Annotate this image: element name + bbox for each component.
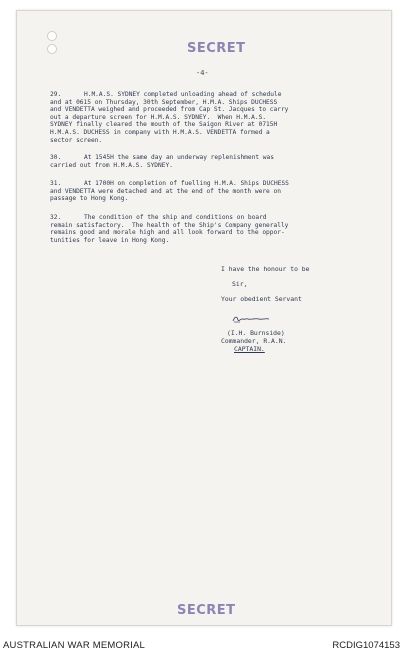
- paragraph-29-number: 29.: [50, 91, 62, 98]
- paragraph-32-line-2: remain satisfactory. The health of the Ship's Company generally: [50, 221, 289, 229]
- closing-sir: Sir,: [232, 280, 248, 288]
- paragraph-29: [50, 91, 350, 144]
- paragraph-29-line-5: SYDNEY finally cleared the mouth of the Saigon River at 0715H: [50, 121, 278, 129]
- archive-footer: [0, 636, 404, 653]
- paragraph-29-line-4: out a departure screen for H.M.A.S. SYDNEY. When H.M.A.S.: [50, 113, 267, 121]
- paragraph-32-line-1: 32. The condition of the ship and conditions on board: [50, 214, 267, 221]
- page-number: -4-: [196, 69, 209, 77]
- signatory-name: (I.H. Burnside): [227, 329, 285, 337]
- paragraph-30-number: 30.: [50, 154, 62, 161]
- paragraph-31-number: 31.: [50, 180, 62, 187]
- punch-hole-bottom: [47, 44, 57, 54]
- paragraph-32-line-3: remains good and morale high and all look forward to the oppor-: [50, 229, 285, 237]
- signatory-rank: Commander, R.A.N.: [221, 337, 287, 345]
- paragraph-31-line-3: passage to Hong Kong.: [50, 195, 129, 203]
- closing-servant: Your obedient Servant: [221, 295, 302, 303]
- signatory-title: CAPTAIN.: [234, 345, 265, 353]
- archive-source: AUSTRALIAN WAR MEMORIAL: [3, 640, 146, 651]
- paragraph-30-line-2: carried out from H.M.A.S. SYDNEY.: [50, 161, 173, 169]
- closing-honour: I have the honour to be: [221, 265, 310, 273]
- secret-stamp-bottom: SECRET: [177, 603, 236, 618]
- paragraph-29-line-2: and at 0615 on Thursday, 30th September, H.M.A. Ships DUCHESS: [50, 98, 278, 106]
- paragraph-32-number: 32.: [50, 214, 62, 221]
- secret-stamp-top: SECRET: [187, 41, 246, 56]
- paragraph-31-line-1: 31. At 1700H on completion of fuelling H.M.A. Ships DUCHESS: [50, 180, 289, 187]
- punch-hole-top: [47, 31, 57, 41]
- paragraph-29-line-3: and VENDETTA weighed and proceeded from Cap St. Jacques to carry: [50, 106, 289, 114]
- handwritten-signature: [231, 314, 271, 324]
- paragraph-30-line-1: 30. At 1545H the same day an underway replenishment was: [50, 154, 274, 161]
- paragraph-29-line-7: sector screen.: [50, 136, 103, 144]
- paragraph-32: [50, 214, 350, 244]
- paragraph-30: [50, 154, 350, 169]
- paragraph-31: [50, 180, 350, 203]
- paragraph-29-line-1: 29. H.M.A.S. SYDNEY completed unloading ahead of schedule: [50, 91, 282, 98]
- paragraph-32-line-4: tunities for leave in Hong Kong.: [50, 236, 170, 244]
- paragraph-31-line-2: and VENDETTA were detached and at the end of the month were on: [50, 187, 281, 195]
- archive-id: RCDIG1074153: [332, 640, 400, 651]
- paragraph-29-line-6: H.M.A.S. DUCHESS in company with H.M.A.S. VENDETTA formed a: [50, 128, 270, 136]
